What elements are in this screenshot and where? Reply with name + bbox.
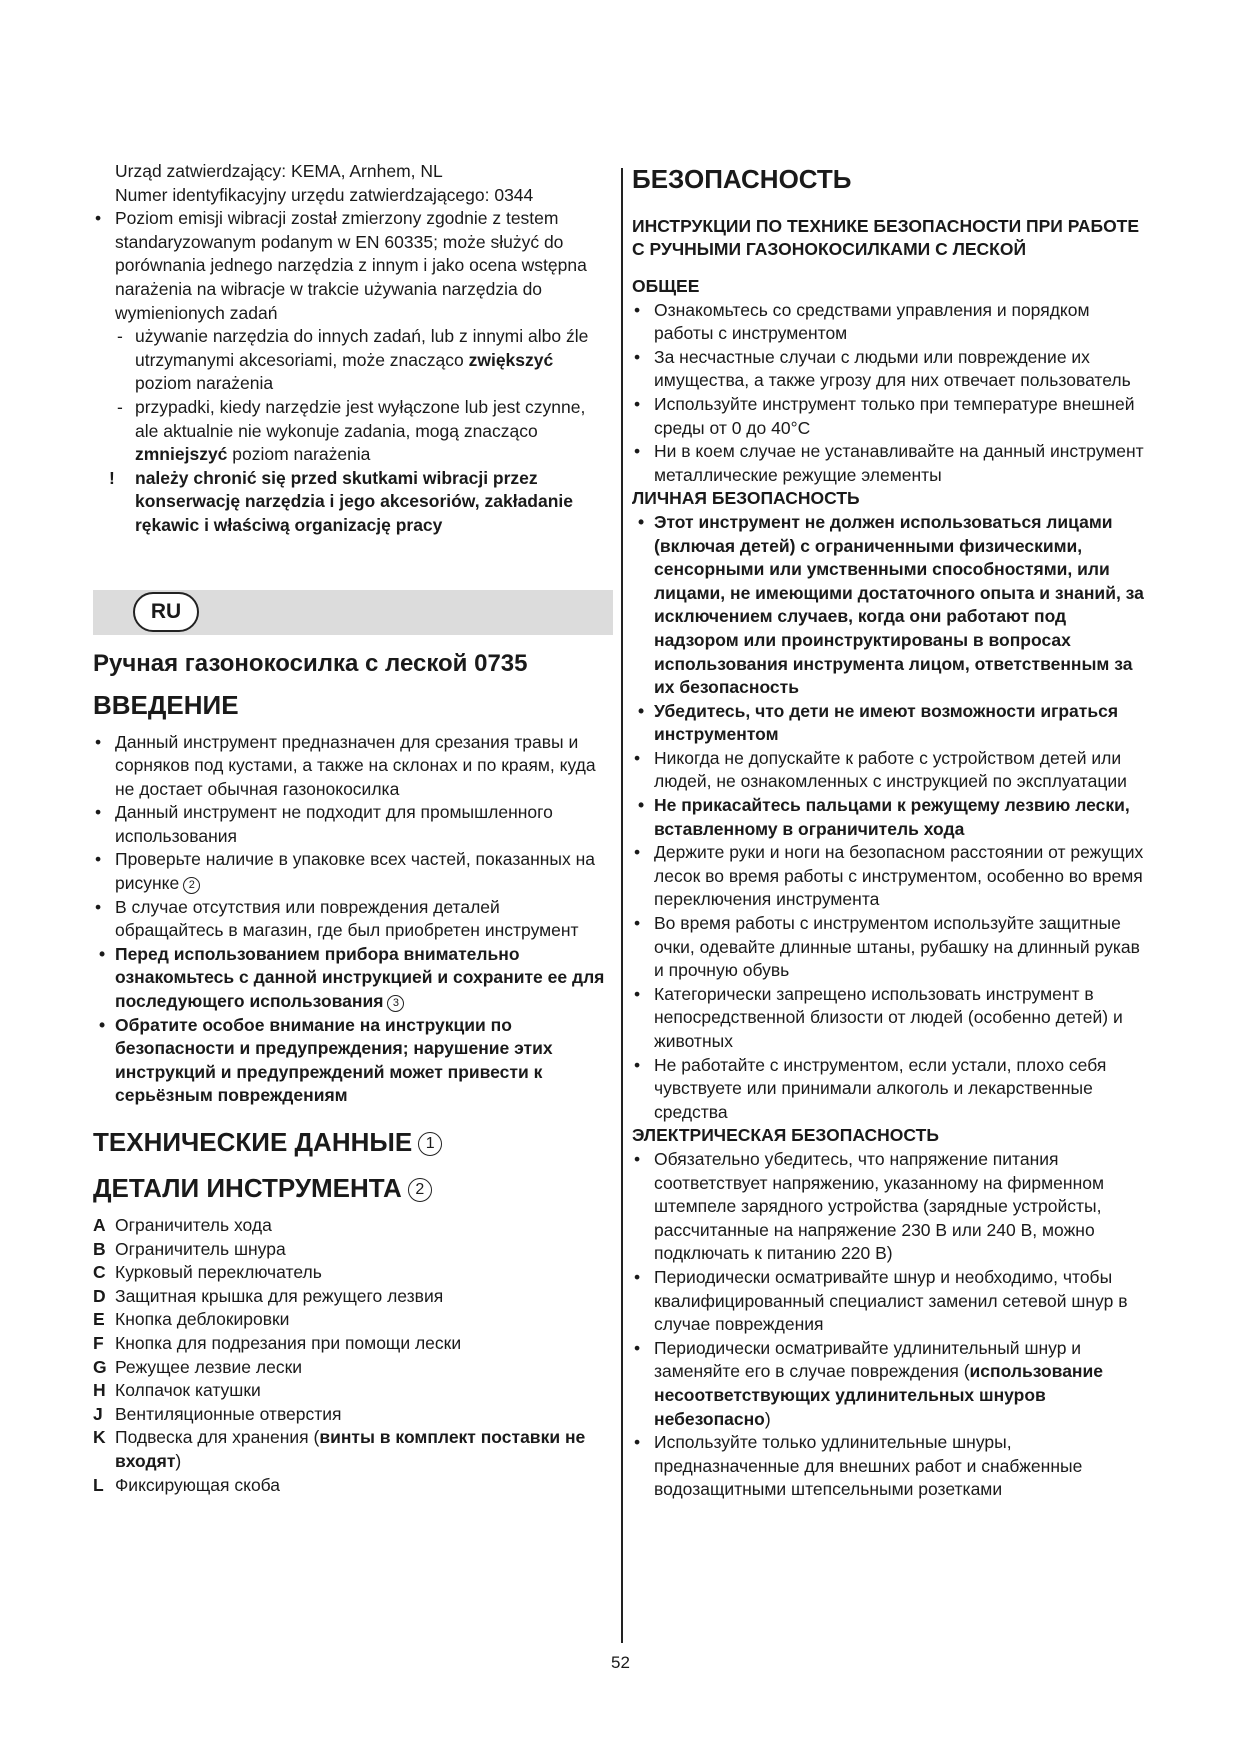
safety-subheading: ИНСТРУКЦИИ ПО ТЕХНИКЕ БЕЗОПАСНОСТИ ПРИ РАБОТЕ С РУЧНЫМИ ГАЗОНОКОСИЛКАМИ С ЛЕСКОЙ	[632, 216, 1140, 259]
vibration-warning: ! należy chronić się przed skutkami wibracji przez konserwację narzędzia i jego akcesoriów, zakładanie rękawic i właściwą organizację pracy	[93, 467, 613, 538]
electrical-item: • Периодически осматривайте удлинительный шнур и заменяйте его в случае повреждения (использование несоответствующих удлинительных шнуров небезопасно)	[632, 1337, 1144, 1431]
personal-item: • Держите руки и ноги на безопасном расстоянии от режущих лесок во время работы с инструментом, особенно во время переключения инструмента	[632, 841, 1144, 912]
intro-item: • Данный инструмент предназначен для срезания травы и сорняков под кустами, а также на склонах и по краям, куда не достает обычная газонокосилка	[93, 731, 613, 802]
language-badge: RU	[133, 592, 199, 632]
personal-item: • Никогда не допускайте к работе с устройством детей или людей, не ознакомленных с инструкцией по эксплуатации	[632, 747, 1144, 794]
column-divider	[621, 168, 623, 1643]
approval-number: Numer identyfikacyjny urzędu zatwierdzającego: 0344	[115, 184, 534, 205]
personal-heading: ЛИЧНАЯ БЕЗОПАСНОСТЬ	[632, 488, 860, 509]
personal-item: • Категорически запрещено использовать инструмент в непосредственной близости от людей (особенно детей) и животных	[632, 983, 1144, 1054]
part-item: H Колпачок катушки	[93, 1380, 261, 1401]
intro-item: • В случае отсутствия или повреждения деталей обращайтесь в магазин, где был приобретен инструмент	[93, 896, 613, 943]
figure-ref: 2	[408, 1178, 432, 1202]
page-number: 52	[611, 1653, 630, 1672]
figure-ref: 1	[418, 1132, 442, 1156]
general-item: • За несчастные случаи с людьми или повреждение их имущества, а также угрозу для них отвечает пользователь	[632, 346, 1144, 393]
intro-item: • Обратите особое внимание на инструкции по безопасности и предупреждения; нарушение этих инструкций и предупреждений может привести к серьёзным повреждениям	[93, 1014, 613, 1108]
intro-heading: ВВЕДЕНИЕ	[93, 689, 239, 720]
intro-item: • Проверьте наличие в упаковке всех частей, показанных на рисунке 2	[93, 848, 613, 895]
part-item: C Курковый переключатель	[93, 1262, 322, 1283]
electrical-item: • Обязательно убедитесь, что напряжение питания соответствует напряжению, указанному на фирменном штемпеле зарядного устройства (зарядные устройсты, рассчитанные на напряжение 230 В или 240 В, можно подключать к питанию 220 В)	[632, 1148, 1144, 1266]
right-column	[632, 163, 1144, 1502]
part-item: E Кнопка деблокировки	[93, 1309, 290, 1330]
left-column	[93, 160, 613, 1497]
product-title: Ручная газонокосилка с леской 0735	[93, 649, 528, 677]
general-item: • Ни в коем случае не устанавливайте на данный инструмент металлические режущие элементы	[632, 440, 1144, 487]
parts-heading: ДЕТАЛИ ИНСТРУМЕНТА 2	[93, 1172, 613, 1204]
personal-item: • Этот инструмент не должен использоваться лицами (включая детей) с ограниченными физическими, сенсорными или умственными способностями, или лицами, не имеющими достаточного опыта и знаний, за исключением случаев, когда они работают под надзором или проинструктированы в вопросах использования инструмента лицом, ответственным за их безопасность	[632, 511, 1144, 700]
figure-ref: 2	[183, 877, 200, 894]
vibration-dash-2: - przypadki, kiedy narzędzie jest wyłączone lub jest czynne, ale aktualnie nie wykonuje zadania, mogą znacząco zmniejszyć poziom narażenia	[93, 396, 613, 467]
personal-item: • Убедитесь, что дети не имеют возможности играться инструментом	[632, 700, 1144, 747]
general-item: • Ознакомьтесь со средствами управления и порядком работы с инструментом	[632, 299, 1144, 346]
safety-heading: БЕЗОПАСНОСТЬ	[632, 164, 852, 194]
part-item: D Защитная крышка для режущего лезвия	[93, 1285, 444, 1306]
general-heading: ОБЩЕЕ	[632, 276, 700, 296]
personal-item: • Не работайте с инструментом, если устали, плохо себя чувствуете или принимали алкоголь и лекарственные средства	[632, 1054, 1144, 1125]
part-item: B Ограничитель шнура	[93, 1238, 286, 1259]
vibration-dash-1: - używanie narzędzia do innych zadań, lub z innymi albo źle utrzymanymi akcesoriami, może znacząco zwiększyć poziom narażenia	[93, 325, 613, 396]
personal-item: • Не прикасайтесь пальцами к режущему лезвию лески, вставленному в ограничитель хода	[632, 794, 1144, 841]
part-item: K Подвеска для хранения (винты в комплект поставки не входят)	[93, 1427, 586, 1471]
vibration-paragraph: • Poziom emisji wibracji został zmierzony zgodnie z testem standaryzowanym podanym w EN 60335; może służyć do porównania jednego narzędzia z innym i jako ocena wstępna narażenia na wibracje w trakcie używania narzędzia do wymienionych zadań	[93, 207, 613, 325]
intro-item: • Перед использованием прибора внимательно ознакомьтесь с данной инструкцией и сохраните ее для последующего использования 3	[93, 943, 613, 1014]
part-item: A Ограничитель хода	[93, 1215, 272, 1235]
part-item: L Фиксирующая скоба	[93, 1474, 281, 1495]
figure-ref: 3	[387, 995, 404, 1012]
parts-list	[93, 1214, 613, 1497]
electrical-heading: ЭЛЕКТРИЧЕСКАЯ БЕЗОПАСНОСТЬ	[632, 1125, 939, 1146]
general-item: • Используйте инструмент только при температуре внешней среды от 0 до 40°C	[632, 393, 1144, 440]
part-item: J Вентиляционные отверстия	[93, 1403, 342, 1424]
part-item: G Режущее лезвие лески	[93, 1356, 302, 1377]
language-bar	[93, 590, 613, 635]
intro-item: • Данный инструмент не подходит для промышленного использования	[93, 801, 613, 848]
electrical-item: • Периодически осматривайте шнур и необходимо, чтобы квалифицированный специалист заменил сетевой шнур в случае повреждения	[632, 1266, 1144, 1337]
part-item: F Кнопка для подрезания при помощи лески	[93, 1332, 462, 1353]
electrical-item: • Используйте только удлинительные шнуры, предназначенные для внешних работ и снабженные водозащитными штепсельными розетками	[632, 1431, 1144, 1502]
approval-authority: Urząd zatwierdzający: KEMA, Arnhem, NL	[115, 161, 443, 181]
tech-data-heading: ТЕХНИЧЕСКИЕ ДАННЫЕ 1	[93, 1126, 613, 1158]
personal-item: • Во время работы с инструментом используйте защитные очки, одевайте длинные штаны, рубашку на длинный рукав и прочную обувь	[632, 912, 1144, 983]
